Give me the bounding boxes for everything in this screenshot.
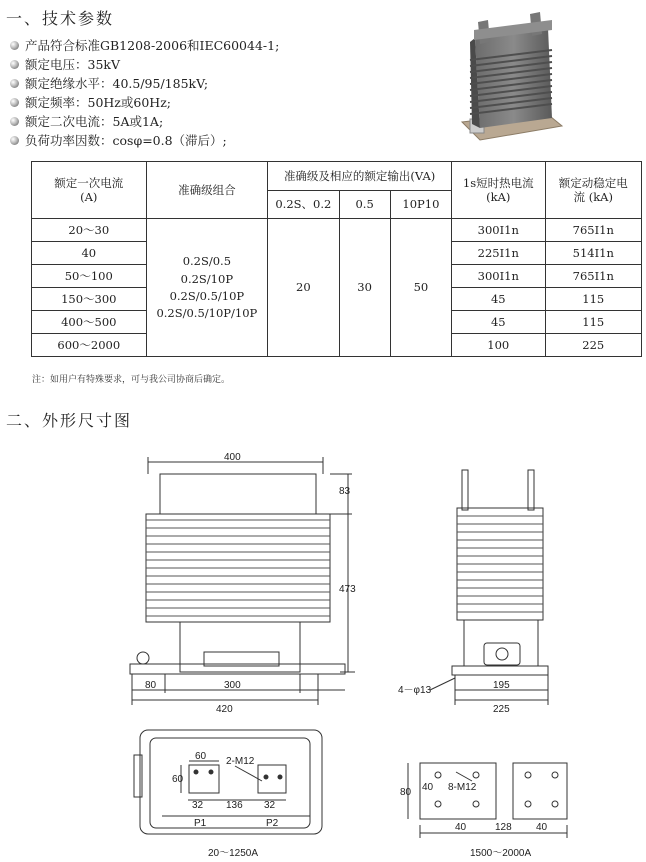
- dim-label: 60: [172, 774, 184, 785]
- dim-label: 40: [536, 822, 548, 833]
- terminal-label-p2: P2: [266, 818, 279, 829]
- dim-label: 60: [195, 751, 207, 762]
- caption-left: 20～1250A: [208, 848, 259, 859]
- header-out-col: 10P10: [390, 190, 451, 219]
- dim-label: 4－φ13: [398, 685, 432, 696]
- cell-output: 50: [390, 219, 451, 357]
- dim-label: 195: [493, 680, 510, 691]
- param-item: 负荷功率因数：cosφ=0.8（滞后）;: [10, 131, 279, 150]
- cell-class-combo: 0.2S/0.5 0.2S/10P 0.2S/0.5/10P 0.2S/0.5/10P/10P: [146, 219, 268, 357]
- header-primary-current: 额定一次电流 (A): [32, 162, 147, 219]
- param-item: 产品符合标准GB1208-2006和IEC60044-1;: [10, 36, 279, 55]
- section2-title: 二、外形尺寸图: [6, 411, 133, 430]
- cell-dynamic: 225: [545, 334, 642, 357]
- dim-label: 136: [226, 800, 243, 811]
- param-item: 额定绝缘水平：40.5/95/185kV;: [10, 74, 279, 93]
- cell-thermal: 300I1n: [452, 265, 545, 288]
- dim-label: 80: [145, 680, 157, 691]
- cell-thermal: 225I1n: [452, 242, 545, 265]
- table-note: 注：如用户有特殊要求，可与我公司协商后确定。: [32, 375, 231, 385]
- cell-current: 400～500: [32, 311, 147, 334]
- front-top-cap: [160, 474, 316, 514]
- dim-label: 473: [339, 584, 356, 595]
- dim-label: 420: [216, 704, 233, 715]
- dim-label: 300: [224, 680, 241, 691]
- cell-dynamic: 115: [545, 311, 642, 334]
- cell-current: 150～300: [32, 288, 147, 311]
- param-item: 额定频率：50Hz或60Hz;: [10, 93, 279, 112]
- header-out-col: 0.2S、0.2: [268, 190, 339, 219]
- dim-label: 40: [422, 782, 434, 793]
- dim-label: 225: [493, 704, 510, 715]
- caption-right: 1500～2000A: [470, 848, 532, 859]
- param-item: 额定二次电流：5A或1A;: [10, 112, 279, 131]
- pad-p1: [189, 765, 219, 793]
- pad-p2: [258, 765, 286, 793]
- cell-current: 600～2000: [32, 334, 147, 357]
- dim-label: 8-M12: [448, 782, 477, 793]
- header-out-col: 0.5: [339, 190, 390, 219]
- dim-label: 40: [455, 822, 467, 833]
- param-item: 额定电压：35kV: [10, 55, 279, 74]
- cell-current: 50～100: [32, 265, 147, 288]
- cell-current: 20～30: [32, 219, 147, 242]
- header-dynamic: 额定动稳定电 流 (kA): [545, 162, 642, 219]
- dim-label: 80: [400, 787, 412, 798]
- cell-thermal: 45: [452, 311, 545, 334]
- cell-thermal: 300I1n: [452, 219, 545, 242]
- cell-thermal: 45: [452, 288, 545, 311]
- cell-current: 40: [32, 242, 147, 265]
- bolt-pad-right: [513, 763, 567, 819]
- section1-title: 一、技术参数: [6, 9, 115, 28]
- cell-dynamic: 765I1n: [545, 219, 642, 242]
- dim-label: 128: [495, 822, 512, 833]
- dim-label: 32: [264, 800, 276, 811]
- header-class-combo: 准确级组合: [146, 162, 268, 219]
- terminal-label-p1: P1: [194, 818, 207, 829]
- cell-output: 30: [339, 219, 390, 357]
- header-thermal: 1s短时热电流 (kA): [452, 162, 545, 219]
- dim-label: 400: [224, 452, 241, 463]
- cell-output: 20: [268, 219, 339, 357]
- dim-label: 83: [339, 486, 351, 497]
- cell-dynamic: 765I1n: [545, 265, 642, 288]
- cell-dynamic: 514I1n: [545, 242, 642, 265]
- header-output: 准确级及相应的额定输出(VA): [268, 162, 452, 191]
- terminal-panel: [140, 730, 322, 834]
- dim-label: 32: [192, 800, 204, 811]
- cell-dynamic: 115: [545, 288, 642, 311]
- dim-label: 2-M12: [226, 756, 255, 767]
- cell-thermal: 100: [452, 334, 545, 357]
